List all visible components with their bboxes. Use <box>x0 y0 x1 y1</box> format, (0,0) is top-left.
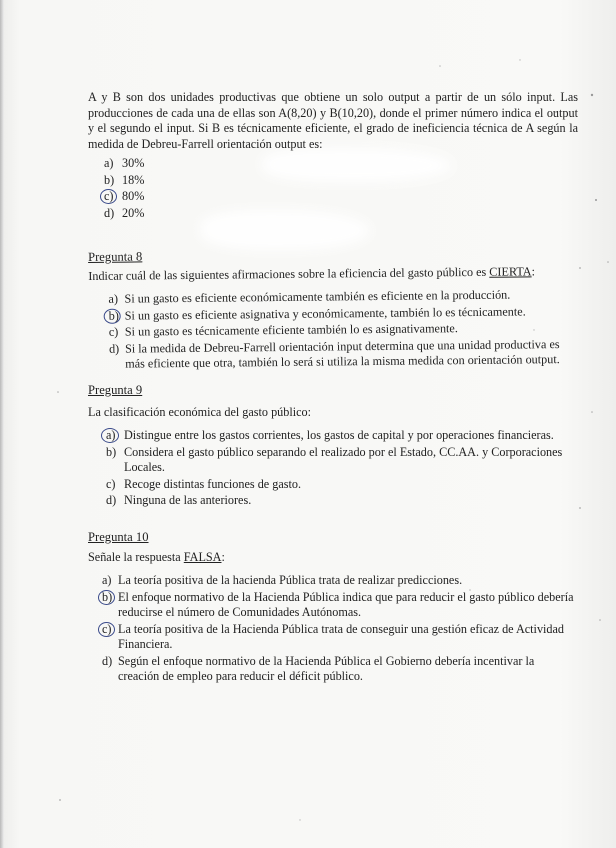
option-text: Distingue entre los gastos corrientes, los gastos de capital y por operaciones financieras. <box>124 428 554 442</box>
option-item[interactable] <box>88 654 578 685</box>
option-text: Si la medida de Debreu-Farrell orientación input determina que una unidad productiva es más eficiente que otra, también lo será si utiliza la misma medida con orientación output. <box>124 336 560 371</box>
question-7-options <box>88 156 578 221</box>
option-letter: b) <box>102 589 113 604</box>
question-8-options <box>88 287 579 373</box>
option-text: Si un gasto es eficiente asignativa y económicamente, también lo es técnicamente. <box>124 303 526 323</box>
option-item[interactable] <box>88 573 578 589</box>
statement-suffix: : <box>531 263 536 278</box>
option-letter: c) <box>106 476 116 491</box>
option-text: Ninguna de las anteriores. <box>124 493 252 507</box>
option-letter: a) <box>106 428 116 442</box>
option-letter: a) <box>108 291 119 306</box>
statement-keyword: FALSA <box>183 549 222 564</box>
option-letter: d) <box>102 653 113 668</box>
option-letter: b) <box>106 444 117 459</box>
option-item[interactable] <box>88 156 578 172</box>
option-text: 18% <box>122 172 145 187</box>
option-letter: d) <box>108 341 120 356</box>
option-letter: b) <box>108 308 119 323</box>
option-letter: a) <box>104 156 114 170</box>
option-item[interactable] <box>88 590 578 621</box>
option-item[interactable] <box>88 445 578 476</box>
option-text: Si un gasto es técnicamente eficiente también lo es asignativamente. <box>124 321 458 339</box>
question-10-options <box>88 573 578 685</box>
option-item[interactable] <box>88 189 578 205</box>
question-10-statement <box>88 550 578 566</box>
option-text: 80% <box>122 189 145 203</box>
option-letter: c) <box>104 189 114 203</box>
option-text: Si un gasto es eficiente económicamente también es eficiente en la producción. <box>124 287 511 306</box>
option-item[interactable] <box>89 336 579 372</box>
option-text: El enfoque normativo de la Hacienda Pública indica que para reducir el gasto público debería reducirse el número de Comunidades Autónomas. <box>118 589 574 619</box>
option-item[interactable] <box>88 173 578 189</box>
question-9-statement: La clasificación económica del gasto público: <box>88 404 312 419</box>
question-9-options <box>88 428 578 509</box>
option-letter: c) <box>108 324 119 339</box>
option-item[interactable] <box>88 493 578 509</box>
question-8-title: Pregunta 8 <box>88 249 143 264</box>
option-letter: d) <box>104 205 115 220</box>
question-10 <box>88 530 578 686</box>
statement-prefix: Indicar cuál de las siguientes afirmaciones sobre la eficiencia del gasto público es <box>88 264 487 283</box>
question-8-statement <box>88 263 578 284</box>
option-text: Recoge distintas funciones de gasto. <box>124 476 302 491</box>
option-text: 20% <box>122 205 145 220</box>
option-text: 30% <box>122 156 145 170</box>
question-10-title: Pregunta 10 <box>88 530 149 544</box>
option-item[interactable] <box>88 622 578 653</box>
option-item[interactable] <box>88 428 578 444</box>
question-7 <box>88 90 578 222</box>
question-9-title: Pregunta 9 <box>88 383 143 397</box>
option-text: La teoría positiva de la Hacienda Pública trata de conseguir una gestión eficaz de Actividad Financiera. <box>118 621 565 651</box>
statement-suffix: : <box>221 549 225 564</box>
statement-prefix: Señale la respuesta <box>88 549 181 564</box>
question-7-statement: A y B son dos unidades productivas que obtiene un solo output a partir de un sólo input. Las producciones de cada una de ellas son A(8,20) y B(10,20), donde el primer número indica el output y el segundo el input. Si B es técnicamente eficiente, el grado de ineficiencia técnica de A según la medida de Debreu-Farrell orientación output es: <box>88 90 578 151</box>
option-text: Considera el gasto público separando el realizado por el Estado, CC.AA. y Corporaciones Locales. <box>124 444 563 474</box>
option-letter: c) <box>102 621 112 636</box>
option-letter: b) <box>104 172 115 187</box>
option-letter: d) <box>106 493 117 507</box>
statement-keyword: CIERTA <box>489 263 532 279</box>
option-item[interactable] <box>88 206 578 222</box>
question-8 <box>88 245 579 374</box>
option-text: Según el enfoque normativo de la Hacienda Pública el Gobierno debería incentivar la creación de empleo para reducir el déficit público. <box>118 653 535 683</box>
option-letter: a) <box>102 573 112 587</box>
question-9 <box>88 383 578 510</box>
option-text: La teoría positiva de la hacienda Pública trata de realizar predicciones. <box>118 573 463 587</box>
option-item[interactable] <box>88 477 578 493</box>
